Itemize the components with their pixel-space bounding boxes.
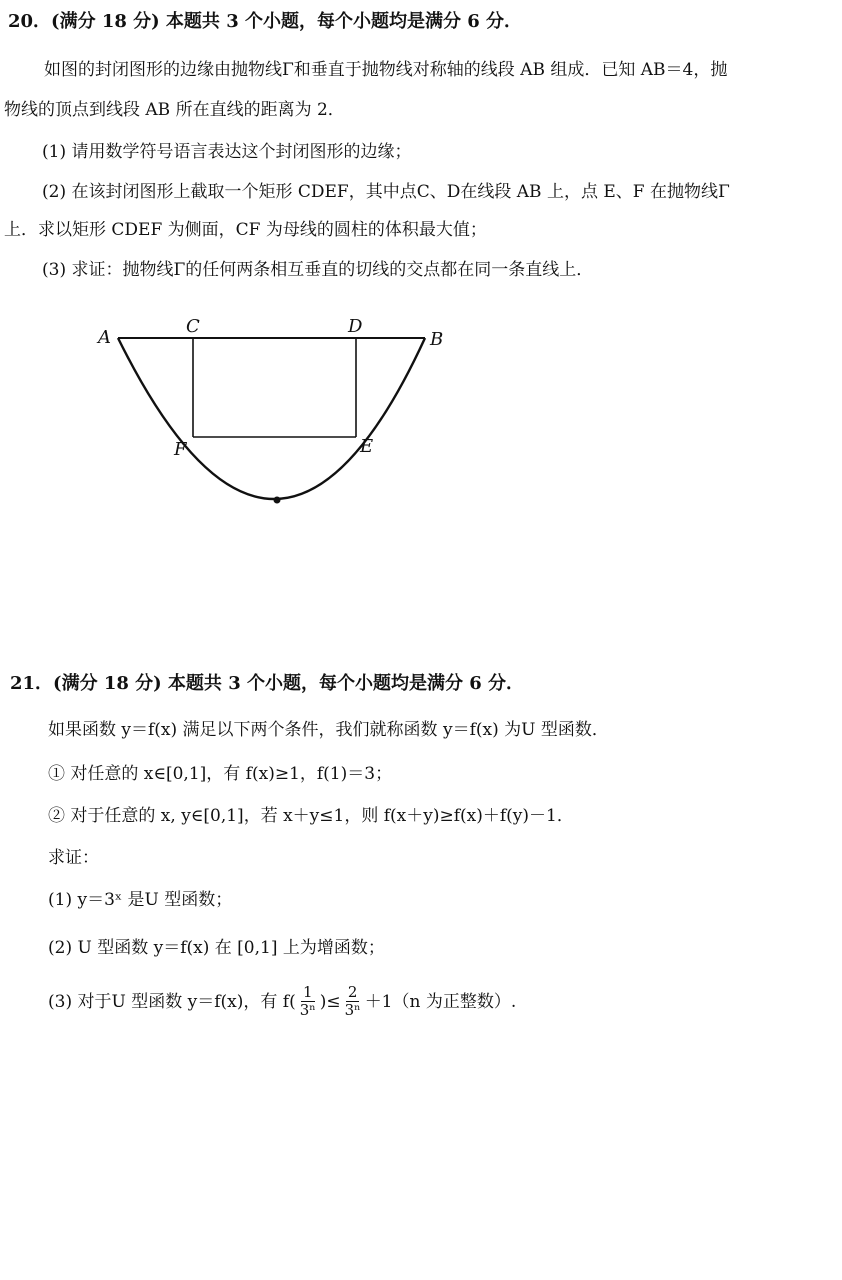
q20-intro-line2: 物线的顶点到线段 AB 所在直线的距离为 2． (4, 100, 345, 120)
label-c: C (186, 316, 200, 337)
q21-part2: (2) U 型函数 y＝f(x) 在 [0,1] 上为增函数； (48, 938, 385, 958)
q21-condition-1: ① 对任意的 x∈[0,1]，有 f(x)≥1，f(1)＝3； (48, 764, 393, 784)
q21-part3-suffix: ＋1（n 为正整数）. (364, 991, 517, 1012)
q20-part2-line1: (2) 在该封闭图形上截取一个矩形 CDEF，其中点C、D在线段 AB 上，点 E、F 在抛物线Γ (42, 182, 730, 202)
fraction-1-over-3n (298, 984, 318, 1019)
label-f: F (174, 439, 187, 460)
parabola-curve (118, 338, 425, 499)
q20-part2-line2: 上．求以矩形 CDEF 为侧面，CF 为母线的圆柱的体积最大值； (4, 220, 487, 240)
parabola-figure (0, 0, 842, 560)
q21-part3-mid: )≤ (319, 991, 341, 1012)
q20-intro-line1: 如图的封闭图形的边缘由抛物线Γ和垂直于抛物线对称轴的线段 AB 组成．已知 AB＝4，抛 (44, 60, 728, 80)
frac1-numerator: 1 (302, 983, 313, 1001)
q20-part3: (3) 求证：抛物线Γ的任何两条相互垂直的切线的交点都在同一条直线上． (42, 260, 594, 280)
q21-part3 (48, 984, 516, 1019)
q20-header: 20．(满分 18 分) 本题共 3 个小题，每个小题均是满分 6 分． (8, 11, 523, 32)
label-d: D (348, 316, 363, 337)
fraction-2-over-3n (343, 984, 363, 1019)
q20-part1: (1) 请用数学符号语言表达这个封闭图形的边缘； (42, 142, 412, 162)
label-a: A (98, 327, 111, 348)
frac2-denominator: 3ⁿ (344, 1001, 361, 1019)
frac1-denominator: 3ⁿ (299, 1001, 316, 1019)
frac2-numerator: 2 (347, 983, 358, 1001)
q21-intro: 如果函数 y＝f(x) 满足以下两个条件，我们就称函数 y＝f(x) 为U 型函数． (48, 720, 609, 740)
q21-header: 21．(满分 18 分) 本题共 3 个小题，每个小题均是满分 6 分． (10, 673, 525, 694)
q21-prove-label: 求证： (48, 848, 99, 868)
q21-part1: (1) y＝3ˣ 是U 型函数； (48, 890, 233, 910)
label-e: E (360, 436, 374, 457)
q21-condition-2: ② 对于任意的 x, y∈[0,1]，若 x＋y≤1，则 f(x＋y)≥f(x)＋f(y)－1． (48, 806, 574, 826)
vertex-point (274, 497, 281, 504)
label-b: B (430, 329, 444, 350)
q21-part3-prefix: (3) 对于U 型函数 y＝f(x)，有 f( (48, 991, 296, 1012)
